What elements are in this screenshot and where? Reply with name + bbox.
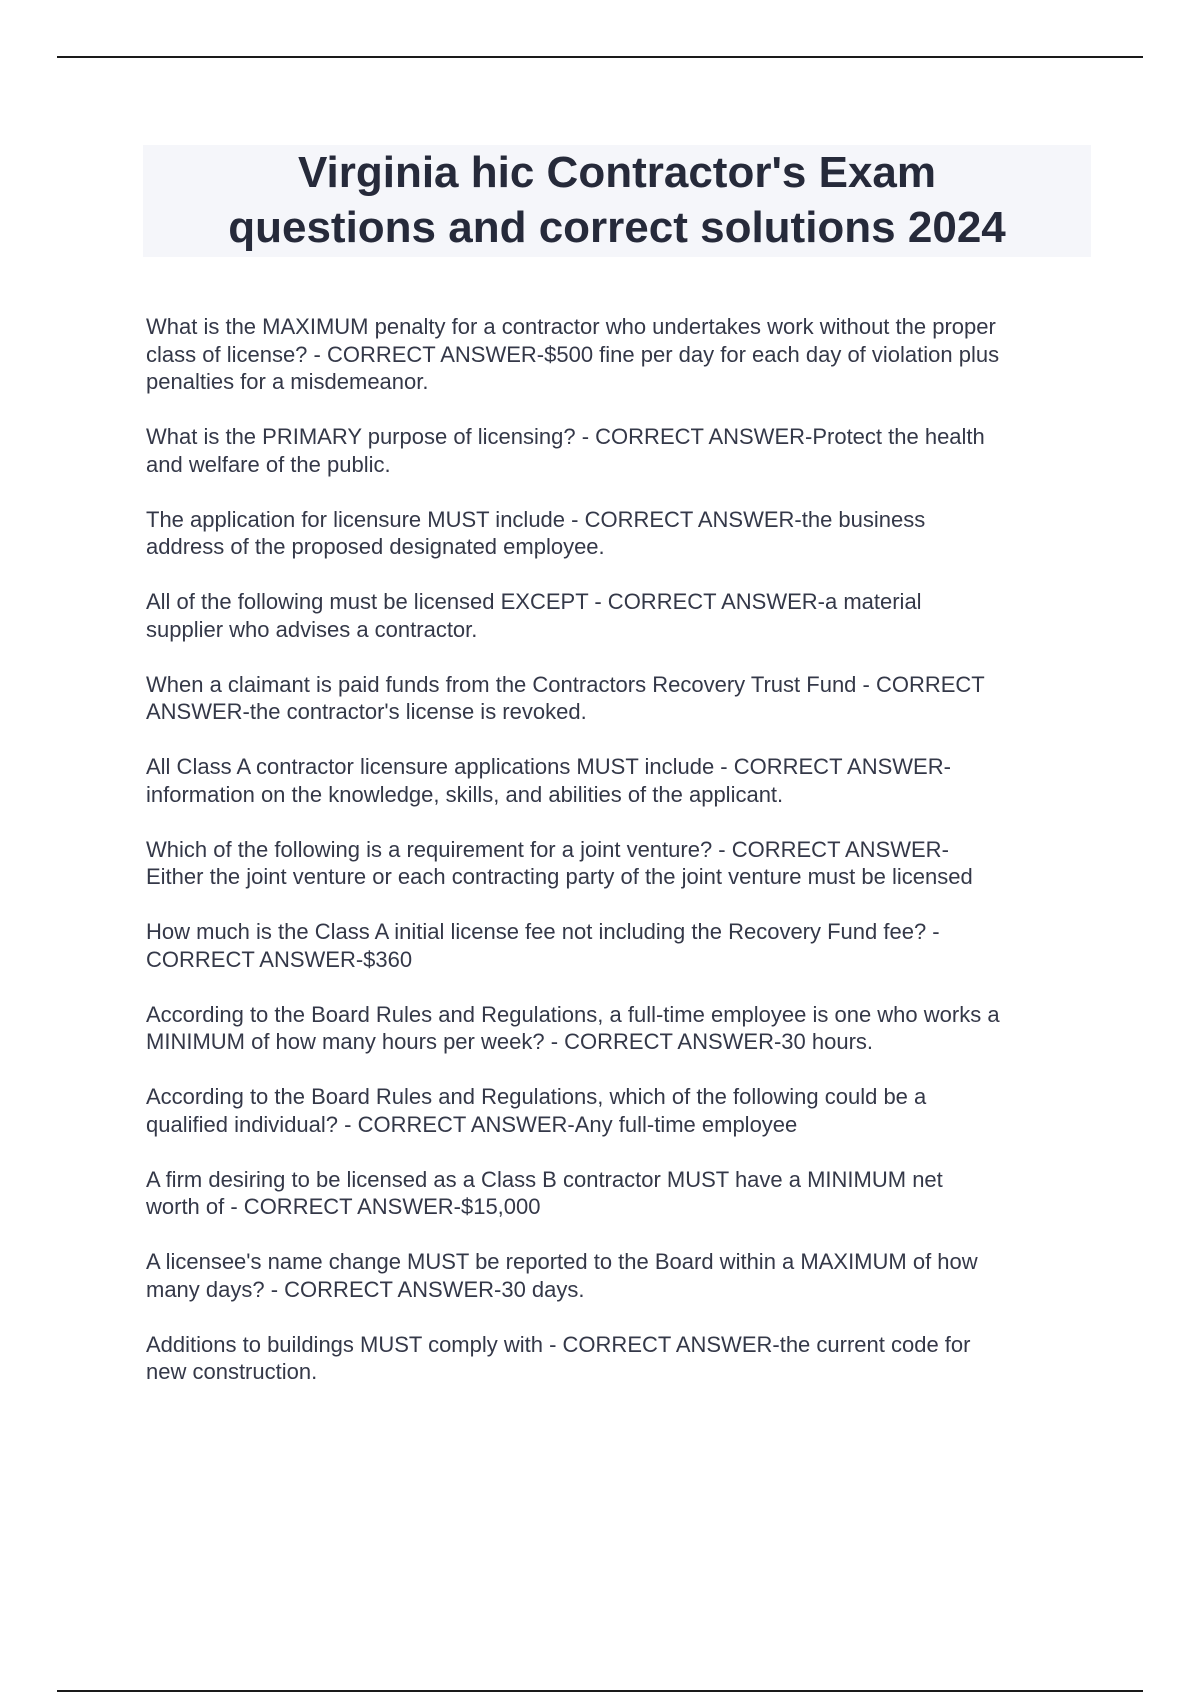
qa-text-line: What is the PRIMARY purpose of licensing? - CORRECT ANSWER-Protect the health xyxy=(146,424,985,449)
qa-text-line: penalties for a misdemeanor. xyxy=(146,369,429,394)
qa-item xyxy=(146,1331,1106,1386)
qa-text-line: worth of - CORRECT ANSWER-$15,000 xyxy=(146,1194,541,1219)
qa-text-line: What is the MAXIMUM penalty for a contractor who undertakes work without the proper xyxy=(146,314,996,339)
document-title xyxy=(143,145,1091,257)
qa-text-line: qualified individual? - CORRECT ANSWER-Any full-time employee xyxy=(146,1111,798,1137)
qa-text-line: many days? - CORRECT ANSWER-30 days. xyxy=(146,1276,585,1302)
title-line-2: questions and correct solutions 2024 xyxy=(228,203,1006,252)
qa-text-line: Which of the following is a requirement for a joint venture? - CORRECT ANSWER- xyxy=(146,836,949,862)
qa-list xyxy=(146,313,1106,1413)
qa-text-line: address of the proposed designated employee. xyxy=(146,534,605,559)
qa-item xyxy=(146,671,1106,726)
qa-item xyxy=(146,1001,1106,1056)
qa-item xyxy=(146,1248,1106,1303)
qa-item xyxy=(146,918,1106,973)
qa-text-line: The application for licensure MUST include - CORRECT ANSWER-the business xyxy=(146,506,926,532)
qa-item xyxy=(146,836,1106,891)
qa-text-line: new construction. xyxy=(146,1359,318,1384)
qa-text-line: All of the following must be licensed EXCEPT - CORRECT ANSWER-a material xyxy=(146,589,922,614)
qa-text-line: According to the Board Rules and Regulations, which of the following could be a xyxy=(146,1084,927,1109)
qa-text-line: ANSWER-the contractor's license is revoked. xyxy=(146,699,587,724)
qa-text-line: information on the knowledge, skills, and abilities of the applicant. xyxy=(146,781,784,807)
qa-text-line: According to the Board Rules and Regulations, a full-time employee is one who works a xyxy=(146,1001,1000,1027)
qa-item xyxy=(146,753,1106,808)
qa-item xyxy=(146,1083,1106,1138)
header-rule xyxy=(57,56,1143,58)
qa-text-line: A licensee's name change MUST be reported to the Board within a MAXIMUM of how xyxy=(146,1249,978,1274)
qa-text-line: How much is the Class A initial license fee not including the Recovery Fund fee? - xyxy=(146,919,940,944)
qa-text-line: CORRECT ANSWER-$360 xyxy=(146,946,413,972)
qa-text-line: MINIMUM of how many hours per week? - CORRECT ANSWER-30 hours. xyxy=(146,1029,874,1054)
qa-text-line: Additions to buildings MUST comply with - CORRECT ANSWER-the current code for xyxy=(146,1331,971,1357)
qa-item xyxy=(146,1166,1106,1221)
qa-item xyxy=(146,313,1106,396)
qa-text-line: All Class A contractor licensure applications MUST include - CORRECT ANSWER- xyxy=(146,754,951,779)
title-line-1: Virginia hic Contractor's Exam xyxy=(297,148,937,197)
qa-text-line: A firm desiring to be licensed as a Class B contractor MUST have a MINIMUM net xyxy=(146,1166,943,1192)
qa-text-line: supplier who advises a contractor. xyxy=(146,616,478,642)
qa-text-line: class of license? - CORRECT ANSWER-$500 fine per day for each day of violation plus xyxy=(146,341,1000,367)
qa-text-line: and welfare of the public. xyxy=(146,451,391,477)
qa-text-line: When a claimant is paid funds from the Contractors Recovery Trust Fund - CORRECT xyxy=(146,671,985,697)
qa-text-line: Either the joint venture or each contracting party of the joint venture must be licensed xyxy=(146,864,973,889)
footer-rule xyxy=(57,1690,1143,1692)
qa-item xyxy=(146,423,1106,478)
qa-item xyxy=(146,506,1106,561)
qa-item xyxy=(146,588,1106,643)
